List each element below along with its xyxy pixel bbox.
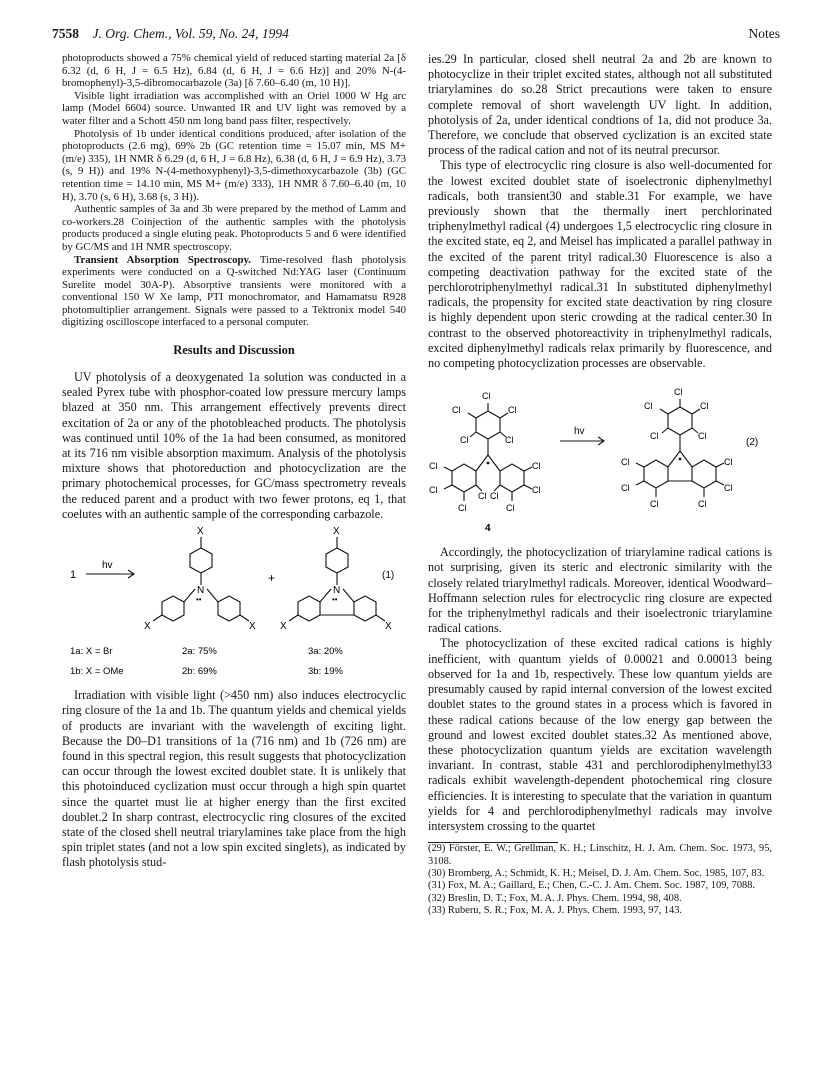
paragraph: The photocyclization of these excited radical cations is highly inefficient, with quantum yields of 0.00021 and 0.00013 being observed for 1a and 1b, respectively. These low quantum yields are presumably caused by rapid internal conversion of the lowest excited doublet states to the ground states in a process which is favored in these radical cations because of the low energy gap between the ground and lowest excited doublet states.32 As mentioned above, these photocyclization quantum yields are excitation wavelength invariant. In contrast, stable 431 and perchlorodiphenylmethyl33 radicals exhibit wavelength-dependent photochemical ring closure efficiencies. It is interesting to speculate that the variation in quantum yields for 4 and perchlorodiphenylmethyl radicals may involve intersystem crossing to the quartet [428, 636, 772, 833]
substituent-label: X [385, 621, 392, 633]
substituent-label: X [144, 621, 151, 633]
chlorine-label: Cl [532, 485, 541, 496]
substituent-label: X [333, 526, 340, 538]
chlorine-label: Cl [698, 431, 707, 442]
reference-item: (30) Bromberg, A.; Schmidt, K. H.; Meisel, D. J. Am. Chem. Soc. 1985, 107, 83. [428, 867, 765, 879]
nitrogen-label: N [333, 585, 341, 597]
compound-row-yield: 2a: 75% [182, 646, 217, 658]
reference-item: (32) Breslin, D. T.; Fox, M. A. J. Phys. Chem. 1994, 98, 408. [428, 892, 682, 904]
compound-row-yield: 3a: 20% [308, 646, 343, 658]
paragraph: ies.29 In particular, closed shell neutral 2a and 2b are known to photocyclize in their triplet excited states, although not all substituted triarylamines do so.28 Strict precautions were taken to ensure complete removal of short wavelength UV light. In addition, photolysis of 2a, under identical condtions of 1a, did not produce 3a. Therefore, we conclude that observed cyclization is an excited state process of the radical cation and not of its neutral precursor. [428, 52, 772, 158]
reference-item: (31) Fox, M. A.; Gaillard, E.; Chen, C.-C. J. Am. Chem. Soc. 1987, 109, 7088. [428, 880, 756, 892]
chlorine-label: Cl [460, 435, 469, 446]
references [428, 843, 772, 917]
arrow-label: hv [574, 426, 585, 438]
reaction-scheme-1 [62, 522, 406, 684]
chlorine-label: Cl [724, 483, 733, 494]
substituent-label: X [197, 526, 204, 538]
paragraph: photoproducts showed a 75% chemical yield of reduced starting material 2a [δ 6.32 (d, 6 H, J = 6.5 Hz), 6.84 (d, 6 H, J = 6.6 Hz)] and 20% N-(4-bromophenyl)-3,5-dibromocarbazole (3a) [δ 7.60–6.40 (m, 10 H)]. [62, 52, 406, 90]
reference-item: (29) Förster, E. W.; Grellman, K. H.; Linschitz, H. J. Am. Chem. Soc. 1973, 95, 3108. [428, 843, 772, 867]
compound-row-label: 1b: X = OMe [70, 666, 124, 678]
chlorine-label: Cl [429, 461, 438, 472]
compound-row-yield: 3b: 19% [308, 666, 343, 678]
chlorine-label: Cl [650, 431, 659, 442]
chlorine-label: Cl [482, 391, 491, 402]
chlorine-label: Cl [505, 435, 514, 446]
page-number: 7558 [52, 26, 79, 41]
compound-row-label: 1a: X = Br [70, 646, 113, 658]
substituent-label: X [280, 621, 287, 633]
equation-number: (2) [746, 437, 759, 449]
chlorine-label: Cl [458, 503, 467, 514]
journal-citation: J. Org. Chem., Vol. 59, No. 24, 1994 [92, 26, 289, 41]
paragraph: Authentic samples of 3a and 3b were prepared by the method of Lamm and co-workers.28 Coinjection of the authentic samples with the photolysis products produced a single eluting peak. Photoproducts 5 and 6 were identified by GC/MS and 1H NMR spectroscopy. [62, 203, 406, 253]
paragraph-text: Time-resolved flash photolysis experiments were conducted on a Q-switched Nd:YAG laser (Continuum Surelite model 30A-P). Absorptive transients were monitored with a conventional 150 W Xe lamp, PTI monochromator, and Hamamatsu R928 photomultiplier arrangement. Signals were passed to a Tektronix model 540 digitizing oscilloscope interfaced to a personal computer. [62, 253, 406, 329]
reaction-scheme-2 [428, 379, 772, 539]
chlorine-label: Cl [506, 503, 515, 514]
chlorine-label: Cl [724, 457, 733, 468]
run-in-heading: Transient Absorption Spectroscopy. [74, 253, 252, 266]
chlorine-label: Cl [650, 499, 659, 510]
chlorine-label: Cl [621, 483, 630, 494]
paragraph: Photolysis of 1b under identical conditions produced, after isolation of the photoproducts (2.6 mg), 69% 2b (GC retention time = 15.07 min, MS M+ (m/e) 335), 1H NMR δ 6.29 (d, 6 H, J = 6.8 Hz), 6.38 (d, 6 H, J = 6.9 Hz), 3.73 (s, 9 H)) and 19% N-(4-methoxyphenyl)-3,5-dimethoxycarbazole (3b) (GC retention time = 14.10 min, MS M+ (m/e) 333), 1H NMR δ 7.60–6.40 (m, 10 H), 3.70 (s, 6 H), 3.68 (s, 3 H)). [62, 127, 406, 203]
equation-number: (1) [382, 570, 395, 582]
chlorine-label: Cl [644, 401, 653, 412]
paragraph: Accordingly, the photocyclization of triarylamine radical cations is not surprising, given its steric and electronic similarity with the closely related triarylmethyl radicals. Moreover, identical Woodward–Hoffmann selection rules for electrocyclic ring closure are expected for the triphenylmethyl radicals and their isoelectronic triarylamine radical cations. [428, 545, 772, 636]
substituent-label: X [249, 621, 256, 633]
header-left [52, 26, 289, 42]
chlorine-label: Cl [621, 457, 630, 468]
chlorine-label: Cl [698, 499, 707, 510]
compound-row-yield: 2b: 69% [182, 666, 217, 678]
page-header [52, 26, 780, 46]
radical-dots: •• [196, 595, 202, 605]
reference-item: (33) Ruberu, S. R.; Fox, M. A. J. Phys. Chem. 1993, 97, 143. [428, 905, 683, 917]
chlorine-label: Cl [429, 485, 438, 496]
paragraph: Visible light irradiation was accomplished with an Oriel 1000 W Hg arc lamp (Model 6604) source. Unwanted IR and UV light was removed by a water filter and a Schott 450 nm long band pass filter, respectively. [62, 89, 406, 127]
chlorine-label: Cl [508, 405, 517, 416]
left-column [62, 52, 406, 871]
chlorine-label: Cl [700, 401, 709, 412]
plus-sign: + [268, 571, 276, 586]
compound-label: 4 [485, 523, 491, 535]
paragraph: Irradiation with visible light (>450 nm) also induces electrocyclic ring closure of the 1a and 1b. The quantum yields and chemical yields of products are invariant with the wavelength of exciting light. Because the D0–D1 transitions of 1a (716 nm) and 1b (726 nm) are found in this spectral region, this result suggests that photocyclization can occur through the lowest excited doublet state. It is unlikely that this photoinduced cyclization must occur through a high spin quartet since the quartet must lie at higher energy than the first excited doublet.2 In sharp contrast, electrocyclic ring closures of the excited state of the closed shell neutral triarylamines take place from the high spin triplet states (and not a low spin excited singlets), as indicated by flash photolysis stud- [62, 688, 406, 870]
chlorine-label: Cl [532, 461, 541, 472]
chlorine-label: Cl [490, 491, 499, 502]
chlorine-label: Cl [674, 387, 683, 398]
radical-dots: •• [332, 595, 338, 605]
paragraph: UV photolysis of a deoxygenated 1a solution was conducted in a sealed Pyrex tube with phosphor-coated low pressure mercury lamps blazed at 350 nm. This arrangement effectively prevents direct excitation of 2a or any of the photobleached products. The photolysis was continued until 10% of the 1a had been consumed, as monitored at its 716 nm visible absorption maximum. Analysis of the photolysis mixture shows that photoreduction and photocyclization are the primary photochemical processes, for GC/mass spectrometry reveals the reduced parent and a product with two fewer protons, eq 1, that coelutes with an authentic sample of the corresponding carbazole. [62, 370, 406, 521]
reactant-label: 1 [70, 569, 77, 582]
section-heading: Results and Discussion [173, 343, 295, 358]
chlorine-label: Cl [478, 491, 487, 502]
section-label: Notes [748, 26, 780, 41]
paragraph [62, 254, 406, 330]
right-column [428, 52, 772, 918]
nitrogen-label: N [197, 585, 205, 597]
chlorine-label: Cl [452, 405, 461, 416]
arrow-label: hv [102, 560, 113, 572]
paragraph: This type of electrocyclic ring closure is also well-documented for the lowest excited doublet state of isoelectronic diphenylmethyl radicals, both transient30 and stable.31 For example, we have previously shown that the thermally inert perchlorinated triphenylmethyl radical (4) undergoes 1,5 electrocyclic ring closure in the excited state, eq 2, and Meisel has implicated a parallel pathway in the excited of the parent trityl radical.30 Fluorescence is also a competing deactivation pathway for the excited state of the perchlorotriphenylmethyl radical.31 In substituted diphenylmethyl radicals, the propensity for excited state deactivation by ring closure is highly dependent upon steric crowding at the radical center.30 In contrast to the observed photoreactivity in triphenylmethyl radicals, excited diphenylmethyl radicals relax primarily by fluorescence, and no competing photocyclization processes are observable. [428, 158, 772, 371]
